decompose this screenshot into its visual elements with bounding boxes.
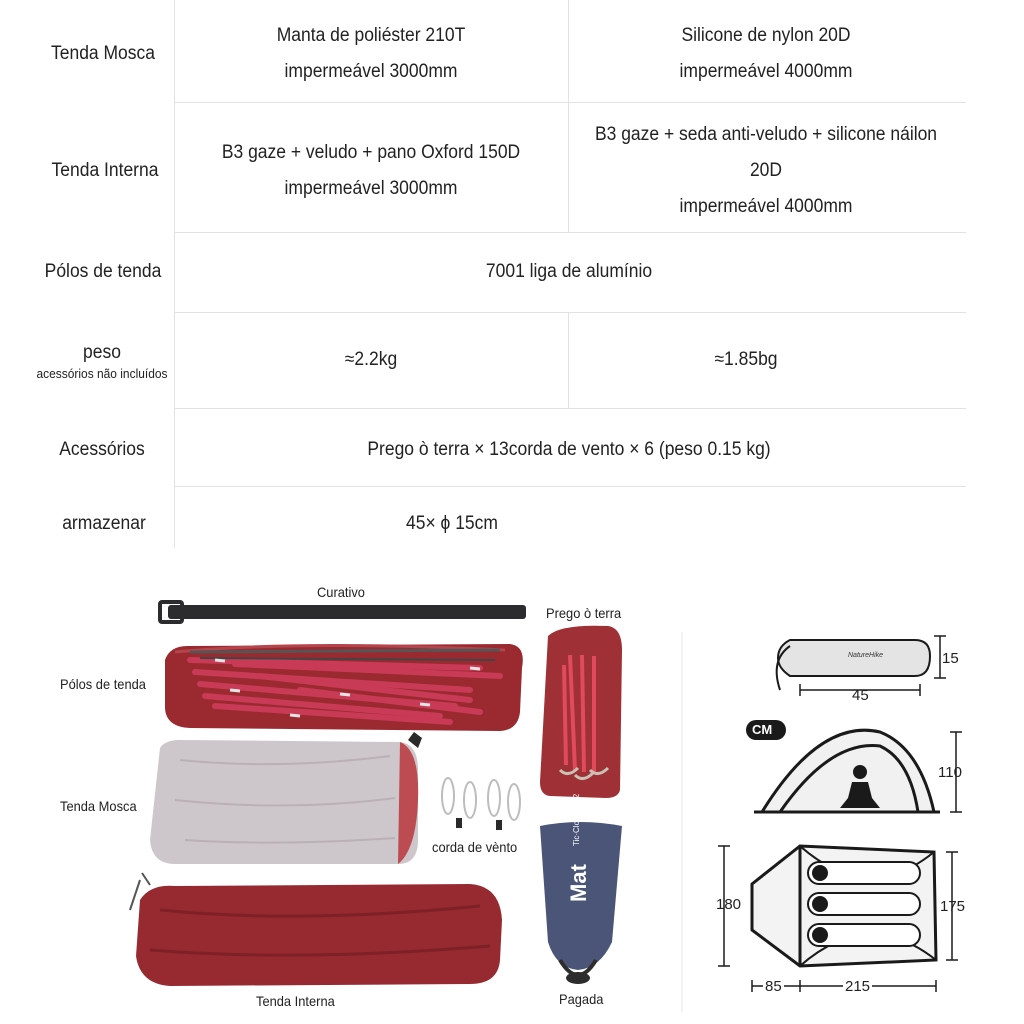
row-label: armazenar	[62, 513, 146, 534]
floor-right-width-label: 175	[940, 898, 966, 915]
cell-text: B3 gaze + veludo + pano Oxford 150D	[221, 142, 521, 163]
row-label: Pólos de tenda	[44, 261, 162, 282]
bag-brand-logo: NatureHike	[848, 652, 884, 659]
weight-sublabel: acessórios não incluídos	[36, 366, 168, 381]
cell-text: impermeável 3000mm	[284, 178, 458, 199]
poles-caption: Pólos de tenda	[60, 676, 146, 692]
tent-height-label: 110	[938, 764, 962, 781]
unit-badge: CM	[752, 722, 773, 737]
storage-size: 45× ϕ 15cm	[406, 513, 498, 534]
strap-caption: Curativo	[317, 584, 365, 600]
weight-option-2: ≈1.85bg	[714, 349, 778, 370]
mat-caption: Pagada	[559, 991, 604, 1007]
weight-label: peso	[83, 342, 121, 363]
rope-image	[442, 778, 520, 830]
cell-text: Silicone de nylon 20D	[681, 25, 851, 46]
cell-text: B3 gaze + seda anti-veludo + silicone náilon 20D	[594, 124, 938, 181]
floor-left-width-label: 180	[716, 896, 742, 913]
mat-bag-image	[540, 822, 622, 984]
cell-text: impermeável 4000mm	[679, 61, 853, 82]
accessories-value: Prego ò terra × 13corda de vento × 6 (peso 0.15 kg)	[367, 439, 771, 460]
tent-floor-plan-diagram	[718, 846, 958, 992]
tent-side-diagram	[754, 730, 962, 812]
mat-bag-label: Mat	[565, 864, 591, 902]
row-label: Tenda Mosca	[51, 43, 155, 64]
row-label: Tenda Interna	[51, 160, 159, 181]
pole-material: 7001 liga de alumínio	[485, 261, 653, 282]
cell-text: Manta de poliéster 210T	[276, 25, 466, 46]
inner-tent-roll-image	[130, 873, 502, 986]
weight-option-1: ≈2.2kg	[344, 349, 398, 370]
cell-text: impermeável 3000mm	[284, 61, 458, 82]
cell-text: impermeável 4000mm	[679, 196, 853, 217]
mat-bag-sublabel: Tic·Cloud 10²2	[572, 793, 581, 846]
strap-image	[160, 602, 526, 622]
inner-caption: Tenda Interna	[256, 993, 335, 1009]
rope-caption: corda de vènto	[432, 839, 518, 855]
stake-bag-image	[540, 626, 622, 798]
row-label: Acessórios	[59, 439, 145, 460]
pole-bag-image	[165, 644, 523, 731]
fly-caption: Tenda Mosca	[60, 798, 137, 814]
vestibule-length-label: 85	[765, 978, 782, 995]
bag-diameter-label: 15	[942, 650, 959, 667]
floor-length-label: 215	[845, 978, 871, 995]
fly-tent-roll-image	[150, 732, 422, 864]
stakes-caption: Prego ò terra	[546, 605, 622, 621]
bag-length-label: 45	[852, 687, 869, 704]
